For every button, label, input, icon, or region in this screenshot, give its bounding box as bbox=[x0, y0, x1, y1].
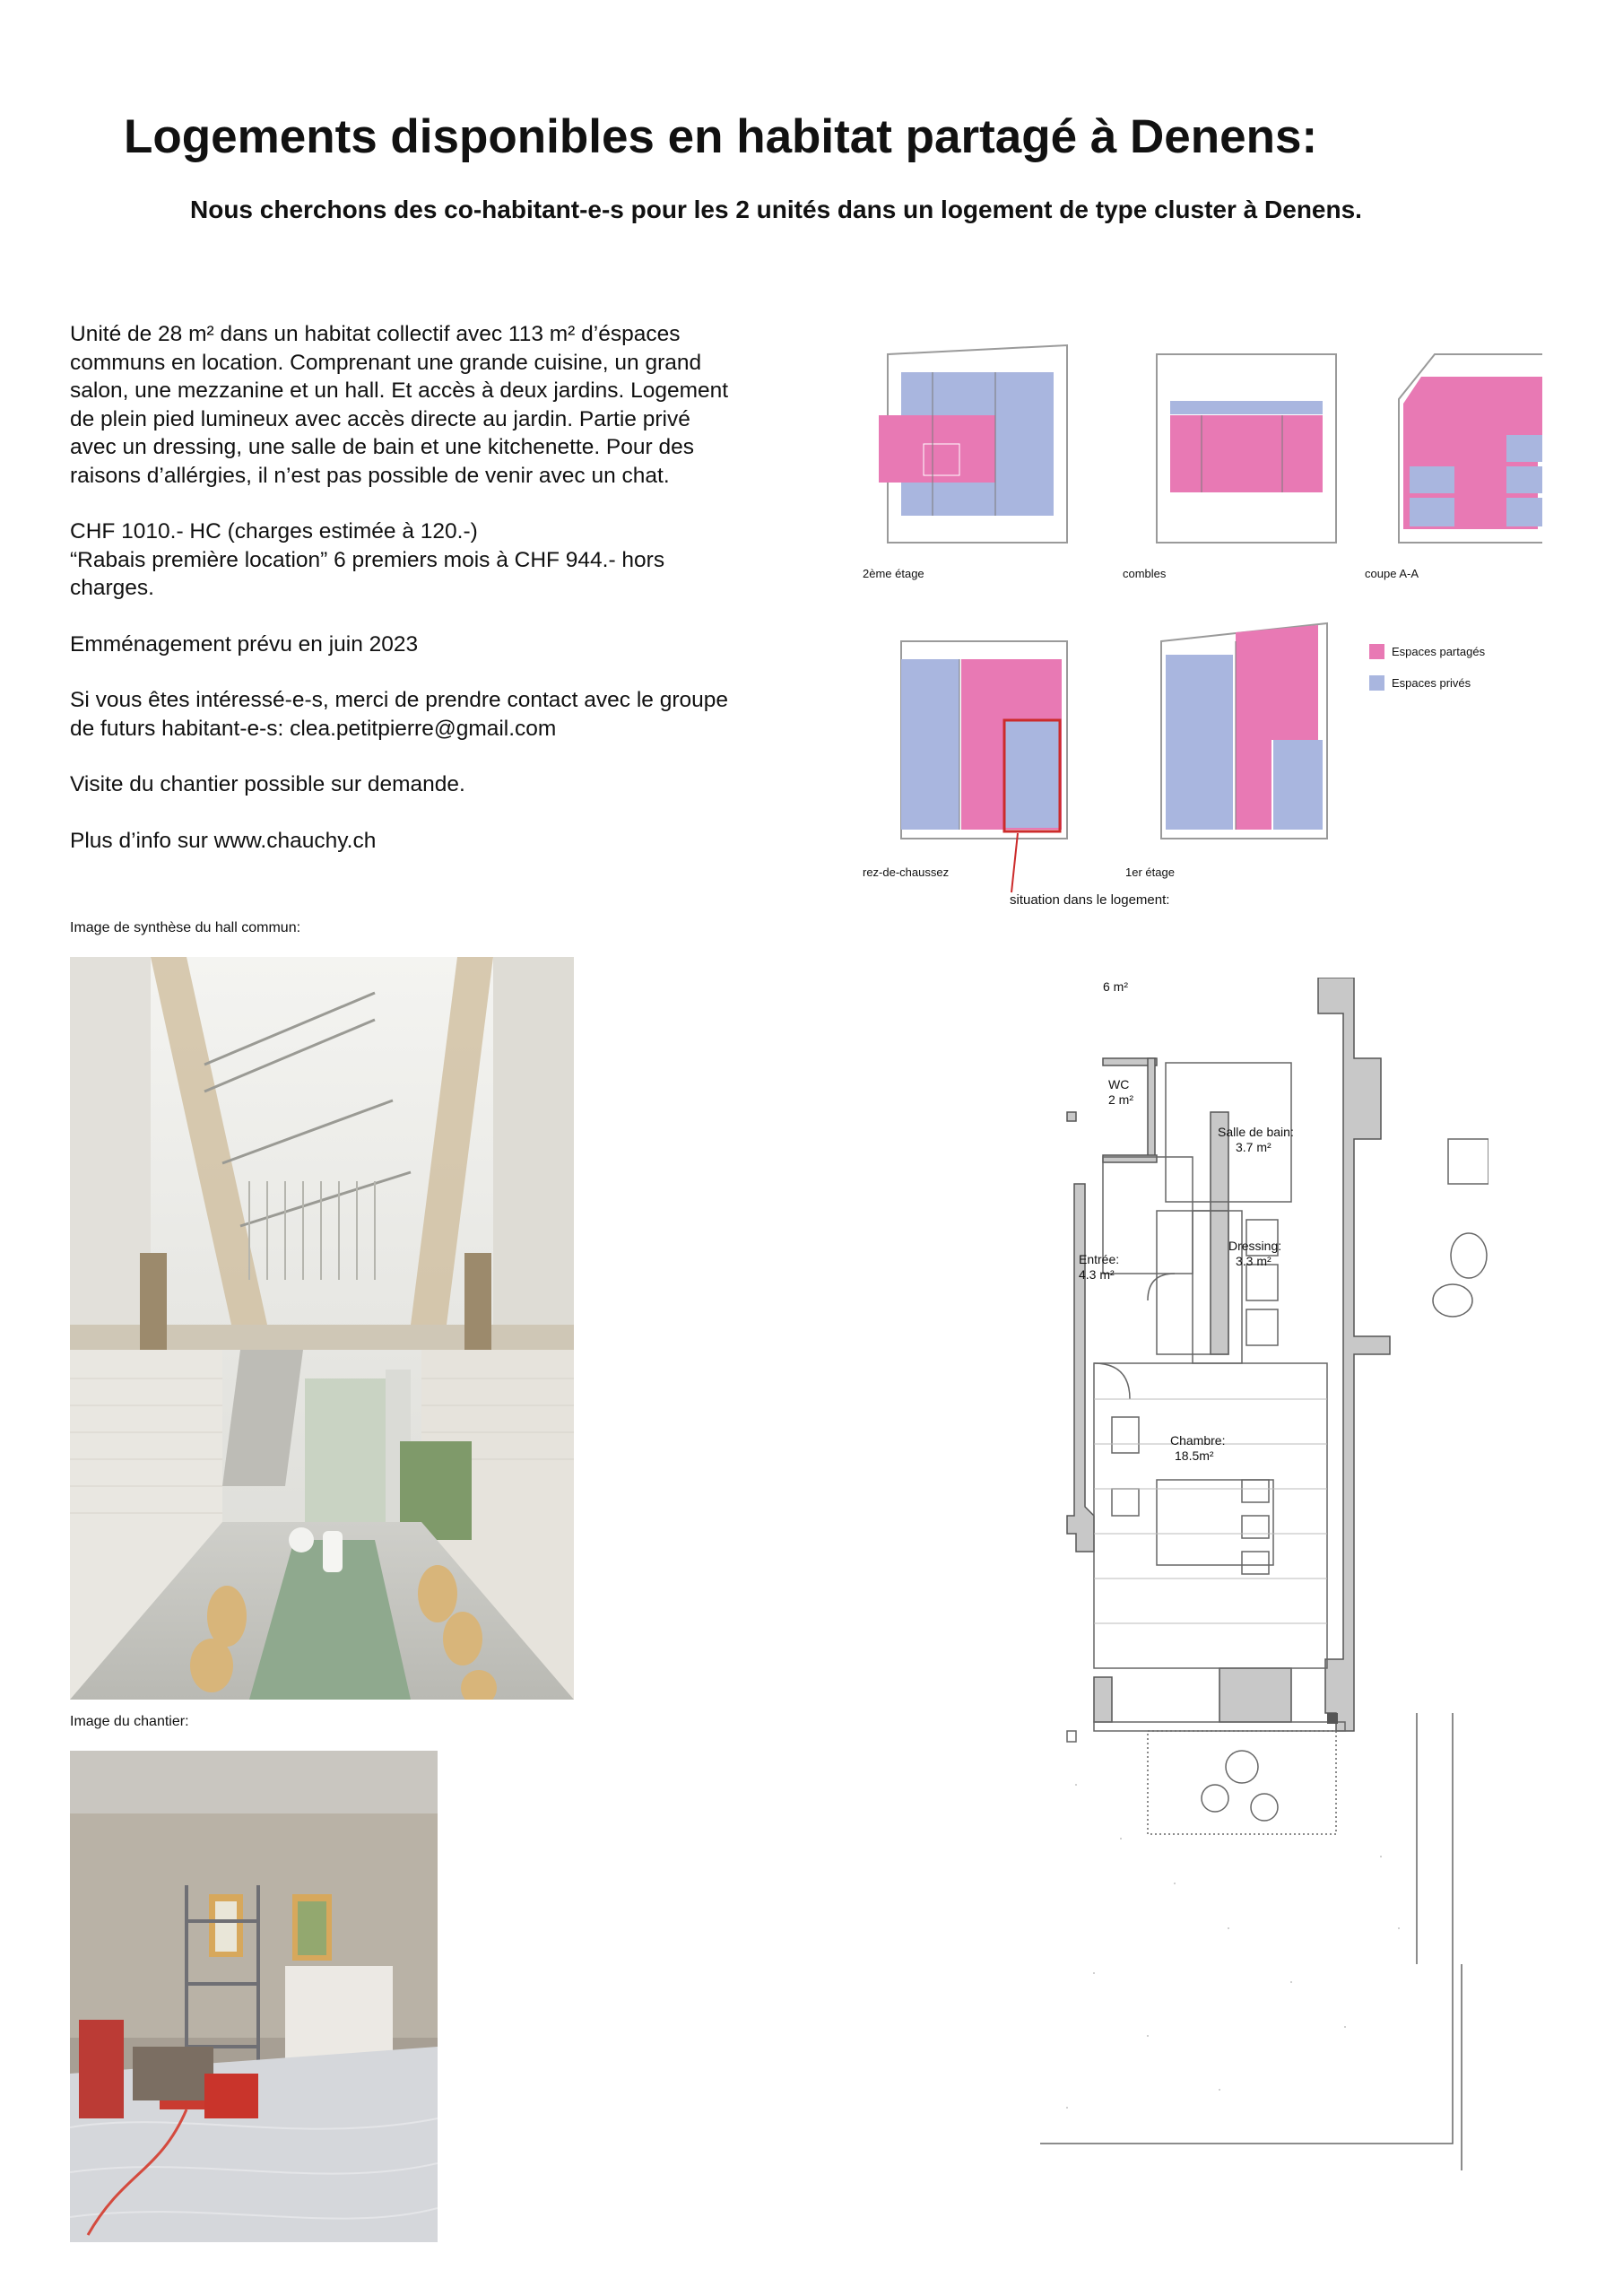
price-text: CHF 1010.- HC (charges estimée à 120.-) bbox=[70, 519, 478, 544]
visit-text: Visite du chantier possible sur demande. bbox=[70, 772, 465, 796]
plan-label-section: coupe A-A bbox=[1365, 567, 1419, 580]
bath-label: Salle de bain: bbox=[1218, 1125, 1294, 1139]
bedroom-area: 18.5m² bbox=[1175, 1448, 1214, 1463]
legend-private-label: Espaces privés bbox=[1392, 676, 1471, 690]
page-subtitle: Nous cherchons des co-habitant-e-s pour les 2 unités dans un logement de type cluster à Denens. bbox=[190, 196, 1362, 223]
page-title: Logements disponibles en habitat partagé à Denens: bbox=[124, 110, 1318, 163]
construction-site-photo bbox=[70, 1751, 438, 2242]
legend-private-swatch bbox=[1369, 675, 1384, 691]
plan-label-second-floor: 2ème étage bbox=[863, 567, 924, 580]
plan-label-attic: combles bbox=[1123, 567, 1167, 580]
move-in-text: Emménagement prévu en juin 2023 bbox=[70, 631, 419, 657]
legend-shared bbox=[1369, 644, 1485, 659]
wc-label: WC bbox=[1108, 1077, 1130, 1091]
legend-shared-swatch bbox=[1369, 644, 1384, 659]
entry-area: 4.3 m² bbox=[1079, 1267, 1115, 1282]
hall-rendering-image bbox=[70, 957, 574, 1700]
bedroom-label: Chambre: bbox=[1170, 1433, 1226, 1448]
bath-area: 3.7 m² bbox=[1236, 1140, 1271, 1154]
dressing-label: Dressing: bbox=[1228, 1239, 1282, 1253]
plan-label-situation: situation dans le logement: bbox=[1010, 892, 1170, 908]
floor-plans-overview bbox=[861, 336, 1542, 910]
plan-label-ground-floor: rez-de-chaussez bbox=[863, 865, 950, 879]
contact-text: Si vous êtes intéressé-e-s, merci de prendre contact avec le groupe de futurs habitant-e-s: clea.petitpierre@gmail.com bbox=[70, 688, 729, 741]
entry-label: Entrée: bbox=[1079, 1252, 1120, 1266]
intro-text bbox=[70, 320, 733, 883]
dressing-area: 3.3 m² bbox=[1236, 1254, 1271, 1268]
room-6-area: 6 m² bbox=[1103, 979, 1128, 994]
discount-text: “Rabais première location” 6 premiers mois à CHF 944.- hors charges. bbox=[70, 547, 665, 600]
legend-shared-label: Espaces partagés bbox=[1392, 645, 1486, 658]
more-info-text: Plus d’info sur www.chauchy.ch bbox=[70, 828, 377, 853]
description-paragraph: Unité de 28 m² dans un habitat collectif avec 113 m² d’éspaces communs en location. Comprenant une grande cuisine, un grand salon, une mezzanine et un hall. Et accès à deux jardins. Logement de plein pied lumineux avec accès directe au jardin. Partie privé avec un dressing, une salle de bain et une kitchenette. Pour des raisons d’allérgies, il n’est pas possible de venir avec un chat. bbox=[70, 322, 729, 488]
legend-private bbox=[1369, 675, 1471, 691]
unit-floor-plan bbox=[1040, 978, 1488, 2197]
plan-label-first-floor: 1er étage bbox=[1125, 865, 1175, 879]
wc-area: 2 m² bbox=[1108, 1092, 1133, 1107]
hall-image-caption: Image de synthèse du hall commun: bbox=[70, 920, 301, 935]
site-image-caption: Image du chantier: bbox=[70, 1714, 189, 1729]
